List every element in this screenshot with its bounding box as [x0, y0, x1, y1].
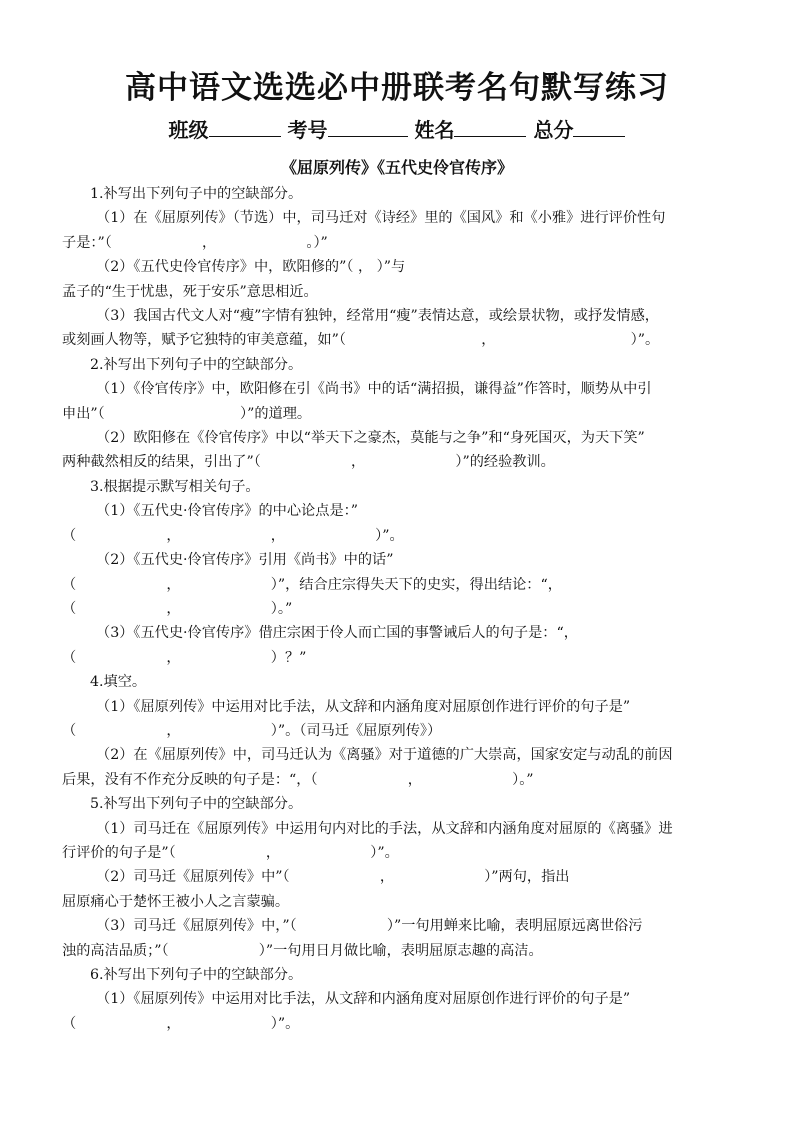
section-subtitle: 《屈原列传》《五代史伶官传序》: [280, 158, 513, 177]
question-text-line: （1）《屈原列传》中运用对比手法，从文辞和内涵角度对屈原创作进行评价的句子是”: [96, 991, 631, 1008]
question-text-line: 行评价的句子是”（ ， ）”。: [62, 844, 399, 861]
question-text-line: （3）《五代史·伶官传序》借庄宗困于伶人而亡国的事警诫后人的句子是：“，: [96, 625, 578, 642]
name-blank[interactable]: [454, 118, 526, 137]
question-text-line: （3）司马迁《屈原列传》中，”（ ）”一句用蝉来比喻，表明屈原远离世俗污: [96, 918, 643, 935]
question-5-heading: 5.补写出下列句子中的空缺部分。: [90, 796, 303, 813]
question-text-line: 或刻画人物等，赋予它独特的审美意蕴，如”（ ， ）”。: [62, 332, 660, 349]
question-text-line: （1）《五代史·伶官传序》的中心论点是：”: [96, 503, 358, 520]
question-text-line: （3）我国古代文人对“瘦”字情有独钟，经常用“瘦”表情达意，或绘景状物，或抒发情感，: [96, 308, 659, 325]
score-blank[interactable]: [573, 118, 625, 137]
question-2-heading: 2.补写出下列句子中的空缺部分。: [90, 356, 303, 373]
question-text-line: （1）《伶官传序》中，欧阳修在引《尚书》中的话“满招损，谦得益”作答时，顺势从中引: [96, 381, 652, 398]
question-text-line: （2）《五代史·伶官传序》引用《尚书》中的话”: [96, 552, 394, 569]
question-text-line: （ ， ）”。: [62, 1015, 300, 1032]
question-text-line: （ ， ）？”: [62, 649, 307, 666]
question-4-heading: 4.填空。: [90, 674, 147, 691]
student-info-row: [0, 114, 794, 143]
question-text-line: （2）司马迁《屈原列传》中”（ ， ）”两句，指出: [96, 869, 570, 886]
question-text-line: （2）欧阳修在《伶官传序》中以“举天下之豪杰，莫能与之争”和“身死国灭，为天下笑”: [96, 430, 645, 447]
class-blank[interactable]: [209, 118, 281, 137]
exercise-body: [62, 182, 736, 1036]
question-text-line: （ ， ， ）”。: [62, 527, 404, 544]
question-text-line: 两种截然相反的结果，引出了”（ ， ）”的经验教训。: [62, 454, 555, 471]
question-text-line: （ ， ）。”: [62, 600, 293, 617]
question-text-line: （2）《五代史伶官传序》中，欧阳修的”（ ， ）”与: [96, 259, 406, 276]
question-text-line: 浊的高洁品质；”（ ）”一句用日月做比喻，表明屈原志趣的高洁。: [62, 942, 543, 959]
question-1-heading: 1.补写出下列句子中的空缺部分。: [90, 186, 303, 202]
question-text-line: （1）司马迁在《屈原列传》中运用句内对比的手法，从文辞和内涵角度对屈原的《离骚》进: [96, 820, 673, 837]
score-label: 总分: [533, 118, 574, 142]
question-text-line: 后果，没有不作充分反映的句子是：“，（ ， ）。”: [62, 771, 534, 788]
question-6-heading: 6.补写出下列句子中的空缺部分。: [90, 967, 303, 983]
question-text-line: （2）在《屈原列传》中，司马迁认为《离骚》对于道德的广大崇高，国家安定与动乱的前因: [96, 747, 673, 764]
question-text-line: 申出”（ ）”的道理。: [62, 405, 312, 422]
question-3-heading: 3.根据提示默写相关句子。: [90, 478, 260, 495]
question-text-line: 子是：”（ ， 。）”: [62, 234, 328, 251]
question-text-line: （ ， ）”。（司马迁《屈原列传》）: [62, 722, 442, 739]
name-label: 姓名: [414, 118, 455, 142]
page-title: 高中语文选选必中册联考名句默写练习: [125, 70, 669, 106]
question-text-line: （ ， ）”，结合庄宗得失天下的史实，得出结论：“，: [62, 576, 562, 593]
number-blank[interactable]: [328, 118, 408, 137]
question-text-line: （1）在《屈原列传》（节选）中，司马迁对《诗经》里的《国风》和《小雅》进行评价性句: [96, 210, 666, 227]
question-text-line: 孟子的“生于忧患，死于安乐”意思相近。: [62, 283, 318, 300]
question-text-line: （1）《屈原列传》中运用对比手法，从文辞和内涵角度对屈原创作进行评价的句子是”: [96, 698, 631, 715]
class-label: 班级: [168, 118, 209, 142]
question-text-line: 屈原痛心于楚怀王被小人之言蒙骗。: [62, 893, 290, 910]
number-label: 考号: [287, 118, 328, 142]
